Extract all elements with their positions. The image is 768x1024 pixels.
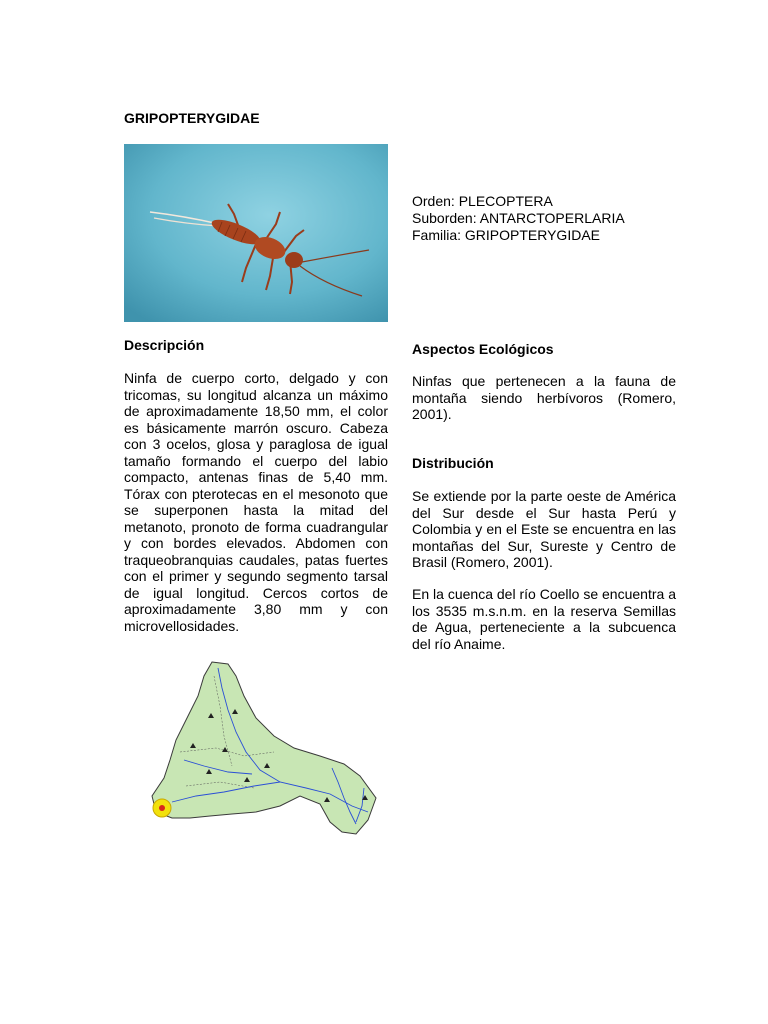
descripcion-text: Ninfa de cuerpo corto, delgado y con tricomas, su longitud alcanza un máximo de aproximadamente 18,50 mm, el color es básicamente marrón oscuro. Cabeza con 3 ocelos, glosa y paraglosa de igual tamaño formando el cuerpo del labio compacto, antenas finas de 5,40 mm. Tórax con pterotecas en el mesonoto que se superponen hasta la mitad del metanoto, pronoto de forma cuadrangular y con bordes elevados. Abdomen con traqueobranquias caudales, patas fuertes con el primer y segundo segmento tarsal de igual longitud. Cercos cortos de aproximadamente 3,80 mm y con microvellosidades. xyxy=(124,370,388,634)
distribucion-text-2: En la cuenca del río Coello se encuentra a los 3535 m.s.n.m. en la reserva Semillas de Agua, perteneciente a la subcuenca del río Anaime. xyxy=(412,586,676,652)
taxonomy-familia: Familia: GRIPOPTERYGIDAE xyxy=(412,227,601,243)
distribucion-heading: Distribución xyxy=(412,455,494,471)
descripcion-heading: Descripción xyxy=(124,337,205,353)
insect-photo xyxy=(124,144,388,322)
basin-map xyxy=(124,656,388,854)
distribucion-text-1: Se extiende por la parte oeste de América del Sur desde el Sur hasta Perú y Colombia y en el Este se encuentra en las montañas del Sur, Sureste y Centro de Brasil (Romero, 2001). xyxy=(412,488,676,570)
taxonomy-suborden: Suborden: ANTARCTOPERLARIA xyxy=(412,210,625,226)
ecologicos-text: Ninfas que pertenecen a la fauna de montaña siendo herbívoros (Romero, 2001). xyxy=(412,373,676,422)
page-title: GRIPOPTERYGIDAE xyxy=(124,110,260,126)
taxonomy-orden: Orden: PLECOPTERA xyxy=(412,193,553,209)
ecologicos-heading: Aspectos Ecológicos xyxy=(412,341,554,357)
taxonomy-block xyxy=(412,193,625,244)
